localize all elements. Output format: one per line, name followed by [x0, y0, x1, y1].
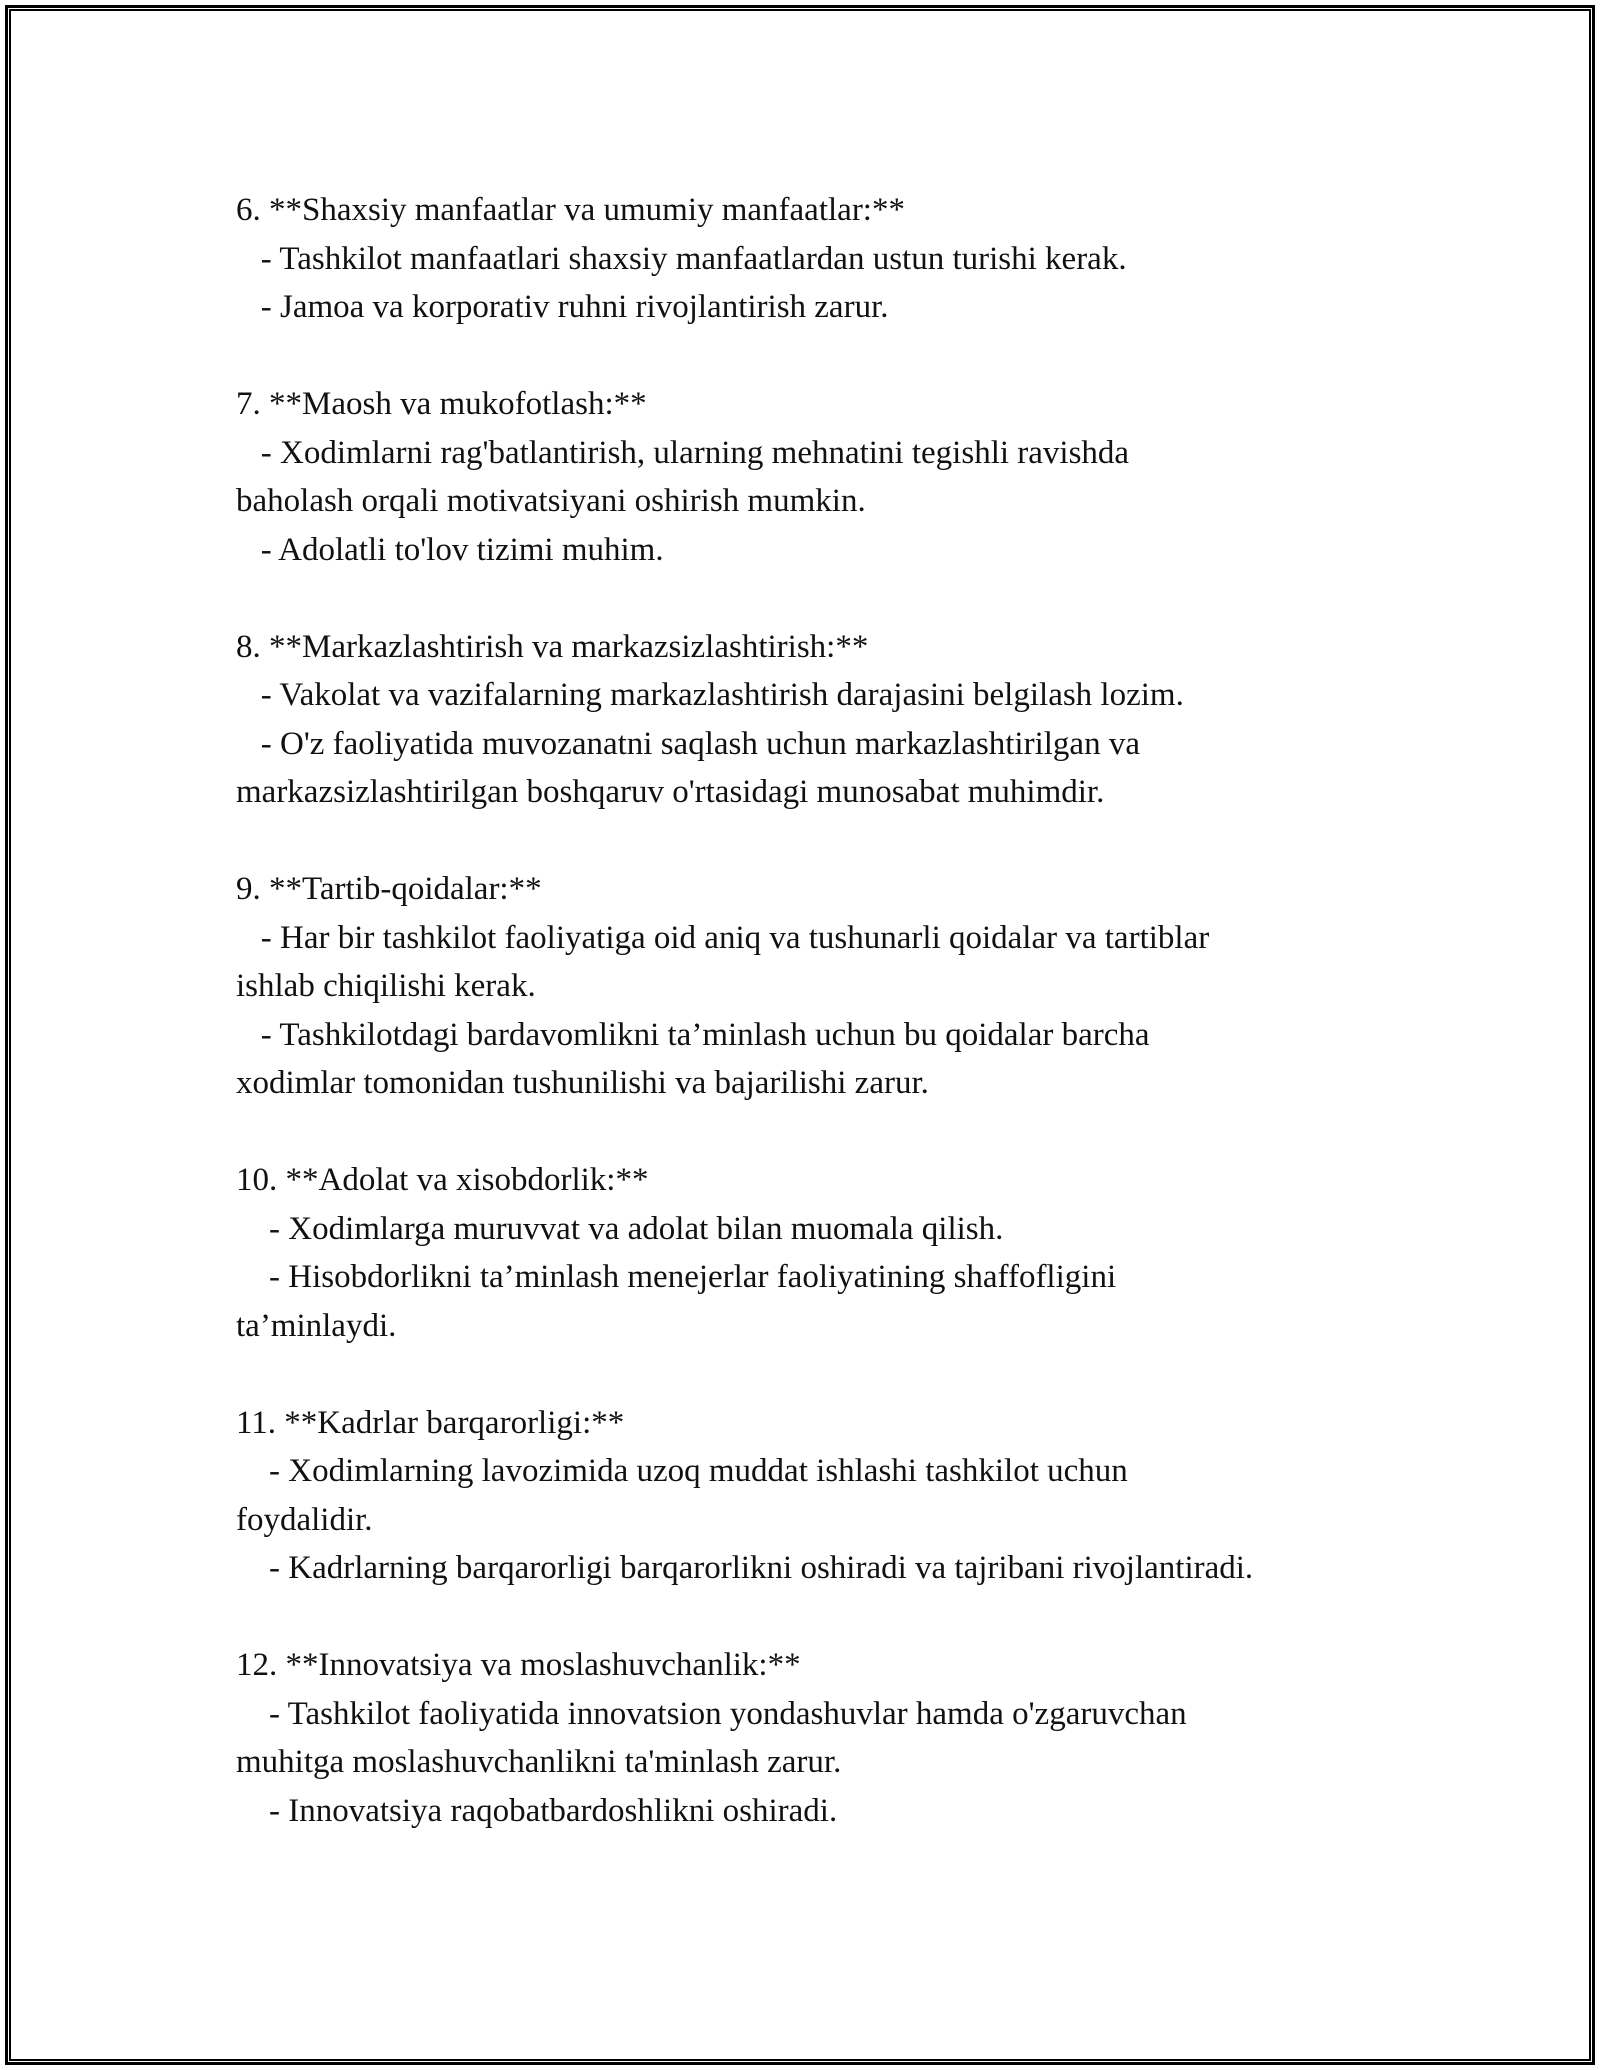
section-title: 8. **Markazlashtirish va markazsizlashtirish:**	[236, 628, 869, 665]
list-item: - O'z faoliyatida muvozanatni saqlash uchun markazlashtirilgan va markazsizlashtirilgan boshqaruv o'rtasidagi munosabat muhimdir.	[236, 725, 1140, 810]
list-item: - Innovatsiya raqobatbardoshlikni oshiradi.	[236, 1792, 838, 1829]
section-9	[236, 865, 1436, 1108]
section-7	[236, 380, 1436, 574]
list-item: - Jamoa va korporativ ruhni rivojlantirish zarur.	[236, 289, 889, 325]
list-item: - Har bir tashkilot faoliyatiga oid aniq va tushunarli qoidalar va tartiblar ishlab chiqilishi kerak.	[236, 919, 1210, 1004]
section-10	[236, 1156, 1436, 1350]
list-item: - Tashkilot faoliyatida innovatsion yondashuvlar hamda o'zgaruvchan muhitga moslashuvchanlikni ta'minlash zarur.	[236, 1695, 1187, 1780]
section-11	[236, 1399, 1436, 1593]
list-item: - Vakolat va vazifalarning markazlashtirish darajasini belgilash lozim.	[236, 677, 1184, 713]
list-item: - Xodimlarni rag'batlantirish, ularning mehnatini tegishli ravishda baholash orqali motivatsiyani oshirish mumkin.	[236, 434, 1130, 519]
list-item: - Kadrlarning barqarorligi barqarorlikni oshiradi va tajribani rivojlantiradi.	[236, 1550, 1254, 1586]
list-item: - Tashkilot manfaatlari shaxsiy manfaatlardan ustun turishi kerak.	[236, 240, 1127, 277]
section-12	[236, 1641, 1436, 1835]
list-item: - Tashkilotdagi bardavomlikni ta’minlash uchun bu qoidalar barcha xodimlar tomonidan tushunilishi va bajarilishi zarur.	[236, 1016, 1150, 1101]
section-title: 7. **Maosh va mukofotlash:**	[236, 386, 647, 422]
list-item: - Xodimlarning lavozimida uzoq muddat ishlashi tashkilot uchun foydalidir.	[236, 1453, 1128, 1538]
section-6	[236, 186, 1436, 332]
list-item: - Xodimlarga muruvvat va adolat bilan muomala qilish.	[236, 1210, 1004, 1247]
section-title: 10. **Adolat va xisobdorlik:**	[236, 1162, 649, 1198]
section-title: 12. **Innovatsiya va moslashuvchanlik:**	[236, 1647, 801, 1683]
list-item: - Hisobdorlikni ta’minlash menejerlar faoliyatining shaffofligini ta’minlaydi.	[236, 1259, 1117, 1344]
section-8	[236, 623, 1436, 817]
section-title: 9. **Tartib-qoidalar:**	[236, 871, 542, 907]
document-body	[236, 186, 1436, 1884]
list-item: - Adolatli to'lov tizimi muhim.	[236, 531, 664, 568]
section-title: 11. **Kadrlar barqarorligi:**	[236, 1404, 625, 1441]
section-title: 6. **Shaxsiy manfaatlar va umumiy manfaatlar:**	[236, 192, 905, 228]
